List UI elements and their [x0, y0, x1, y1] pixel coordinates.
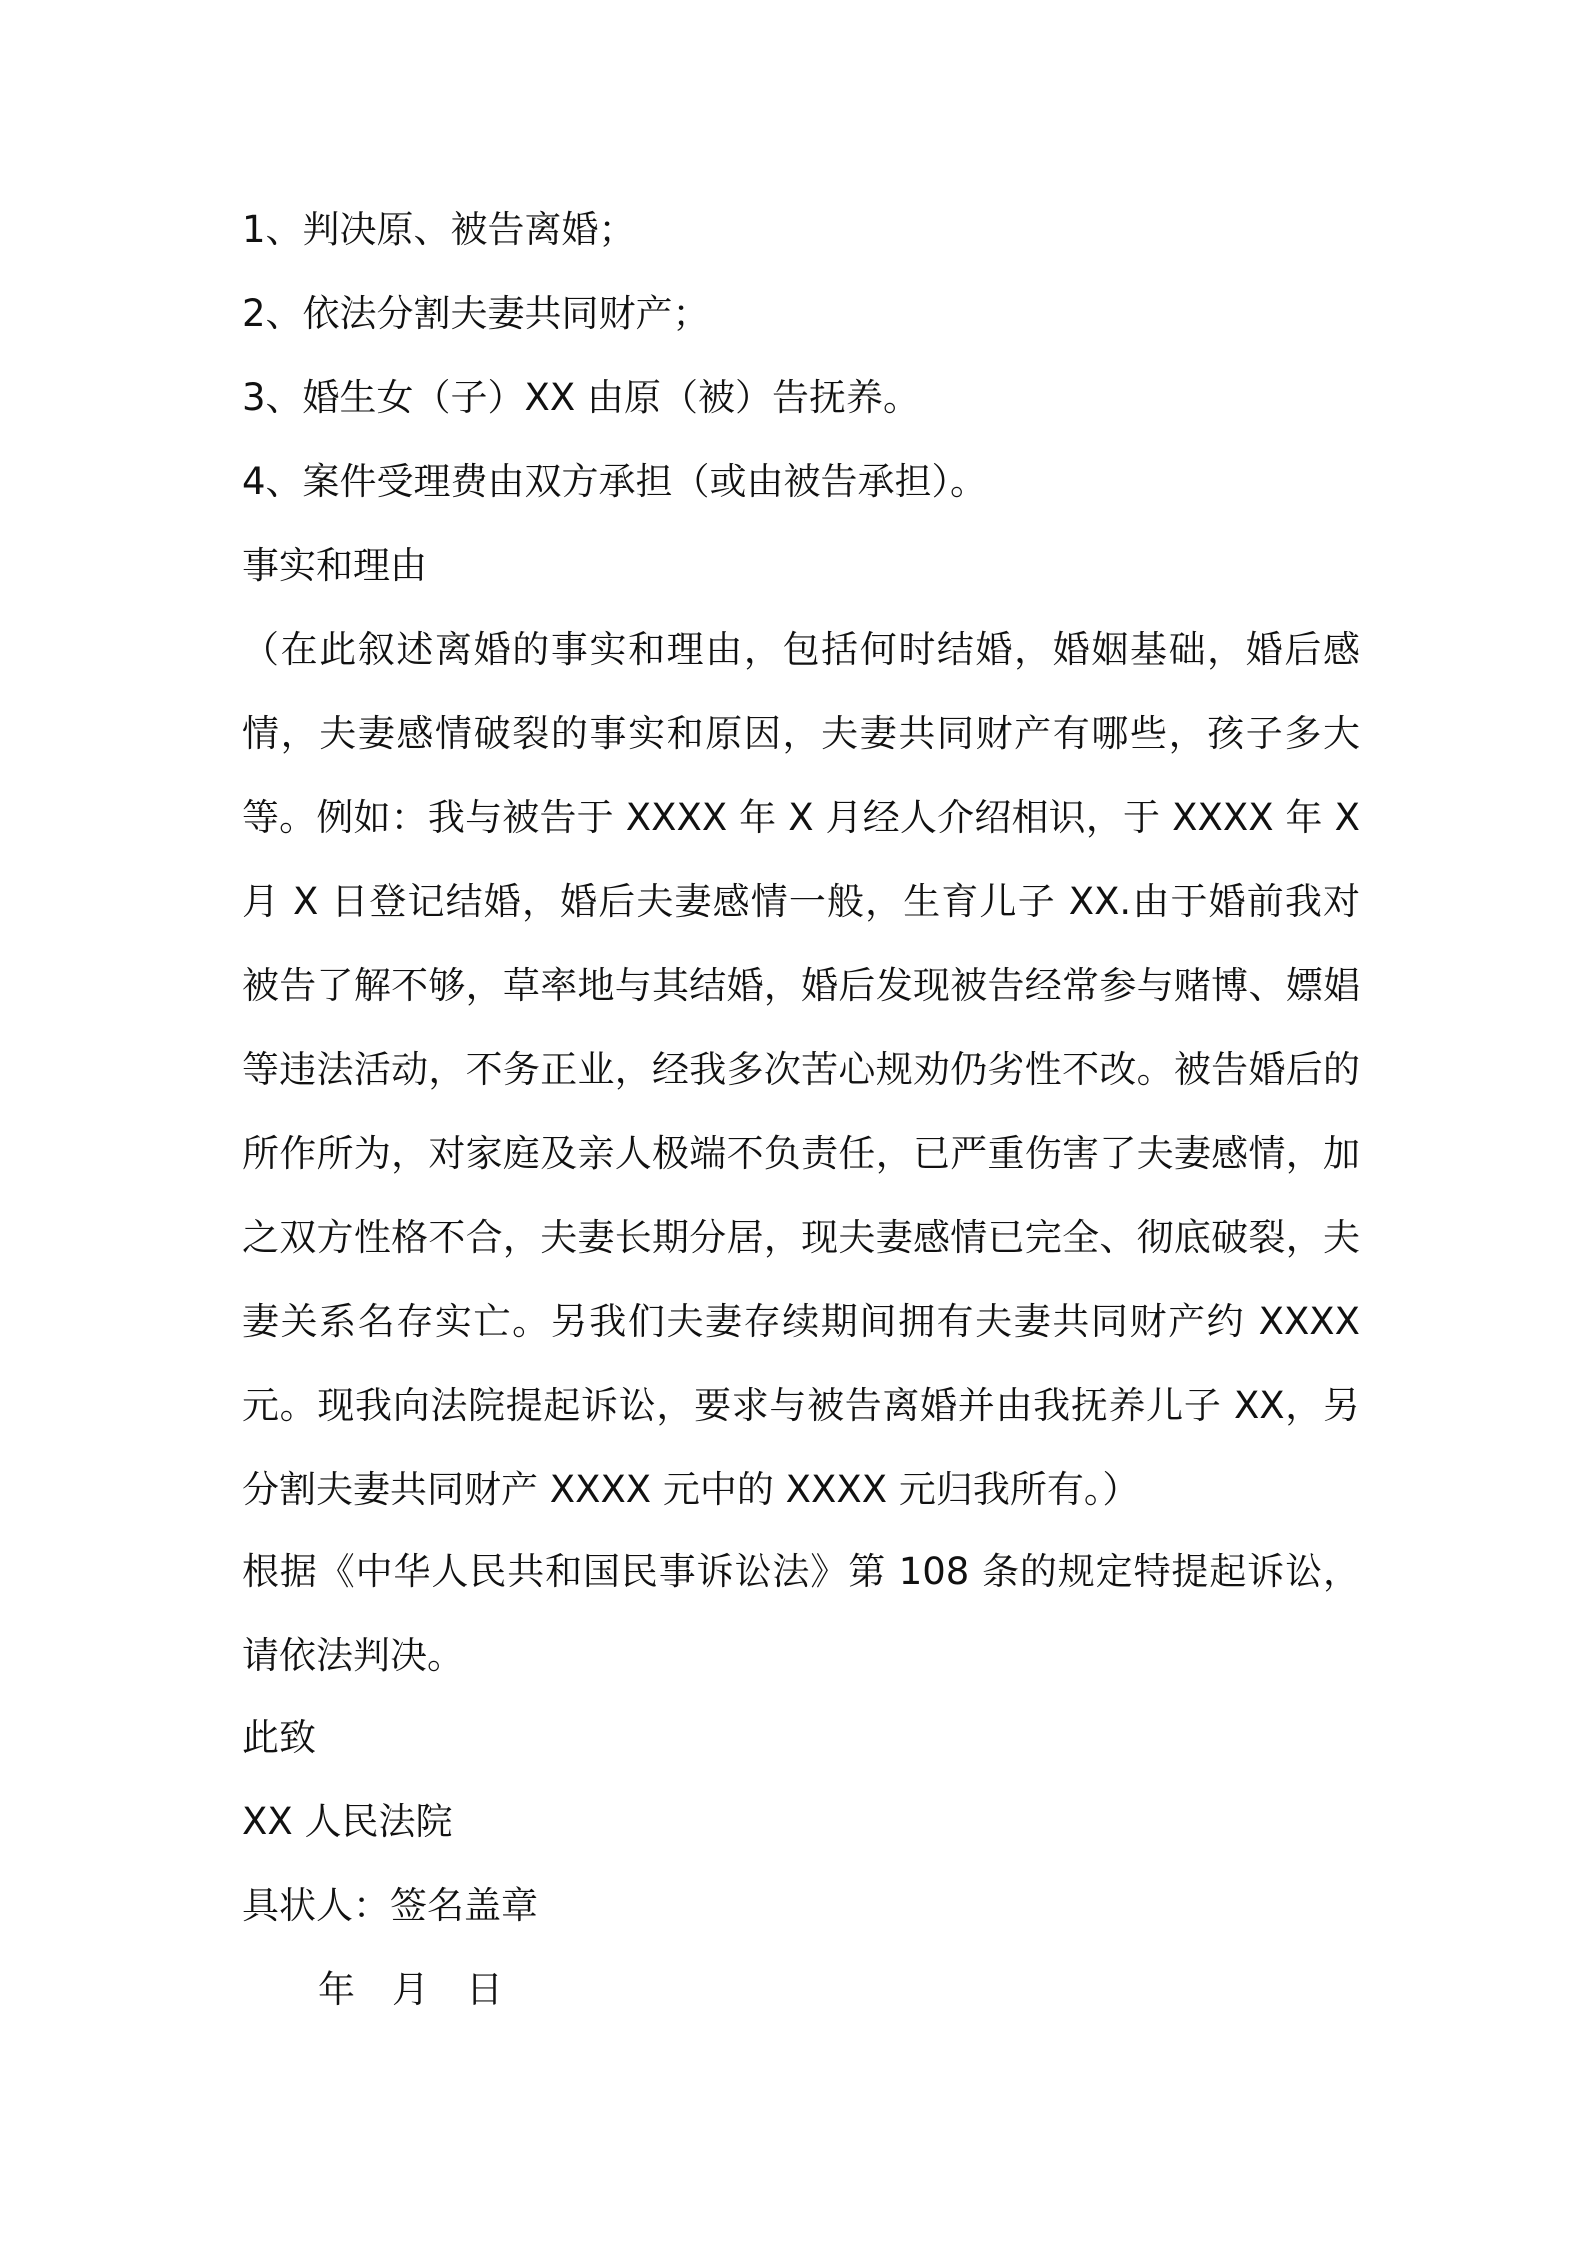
- request-item-1: 1、判决原、被告离婚；: [242, 208, 636, 251]
- request-item-2: 2、依法分割夫妻共同财产；: [242, 292, 710, 335]
- date-line: 年 月 日: [318, 1968, 503, 2011]
- request-item-3: 3、婚生女（子）XX 由原（被）告抚养。: [242, 376, 920, 419]
- court-name: XX 人民法院: [242, 1800, 453, 1843]
- facts-body-paragraph: （在此叙述离婚的事实和理由，包括何时结婚，婚姻基础，婚后感情，夫妻感情破裂的事实和原因，夫妻共同财产有哪些，孩子多大等。例如：我与被告于 XXXX 年 X 月经人介绍相识，于 XXXX 年 X 月 X 日登记结婚，婚后夫妻感情一般，生育儿子 XX.由于婚前我对被告了解不够，草率地与其结婚，婚后发现被告经常参与赌博、嫖娼等违法活动，不务正业，经我多次苦心规劝仍劣性不改。被告婚后的所作所为，对家庭及亲人极端不负责任，已严重伤害了夫妻感情，加之双方性格不合，夫妻长期分居，现夫妻感情已完全、彻底破裂，夫妻关系名存实亡。另我们夫妻存续期间拥有夫妻共同财产约 XXXX 元。现我向法院提起诉讼，要求与被告离婚并由我抚养儿子 XX，另分割夫妻共同财产 XXXX 元中的 XXXX 元归我所有。）: [242, 628, 1360, 1511]
- legal-basis-paragraph: 根据《中华人民共和国民事诉讼法》第 108 条的规定特提起诉讼，请依法判决。: [242, 1550, 1360, 1677]
- facts-heading: 事实和理由: [242, 544, 427, 587]
- signer-line: 具状人：签名盖章: [242, 1884, 538, 1927]
- request-item-4: 4、案件受理费由双方承担（或由被告承担）。: [242, 460, 988, 503]
- closing-salutation: 此致: [242, 1716, 316, 1759]
